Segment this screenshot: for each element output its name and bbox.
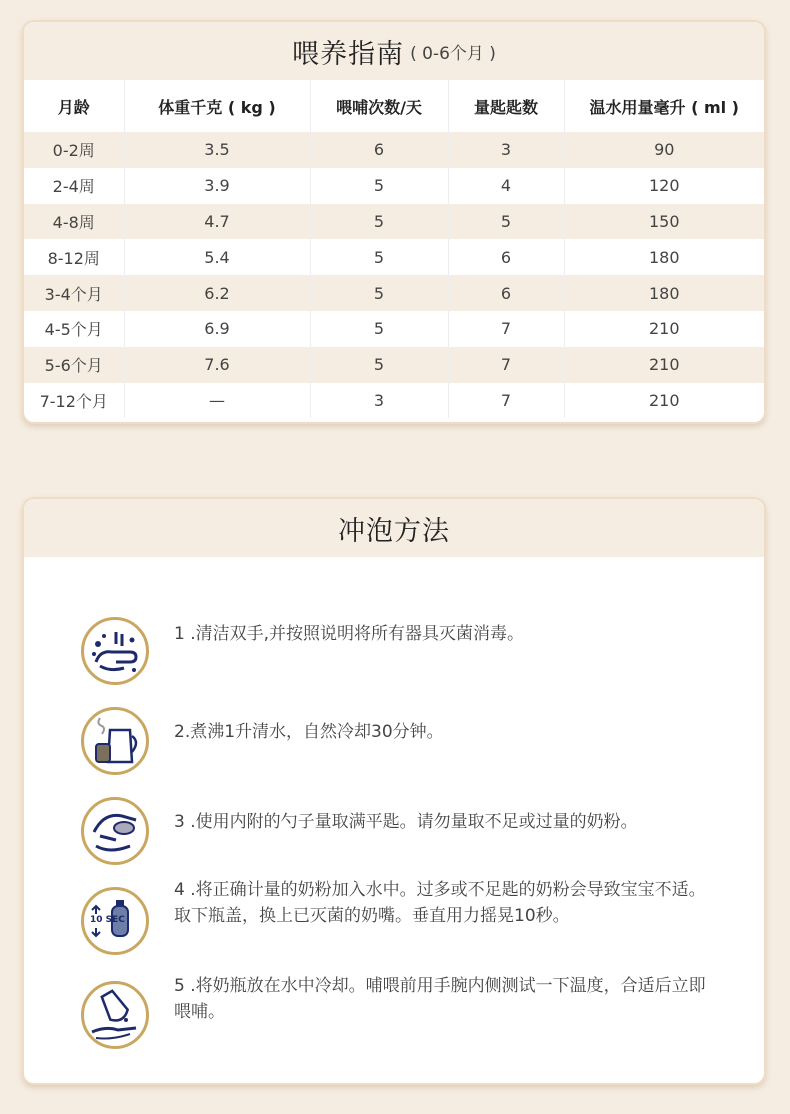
header-scoops: 量匙匙数 — [448, 80, 564, 132]
kettle-icon — [81, 707, 149, 775]
feeding-guide-card — [22, 20, 766, 424]
cell-feeds: 3 — [310, 383, 448, 419]
cell-water: 90 — [564, 132, 764, 168]
table-row — [24, 239, 764, 275]
feeding-table — [24, 80, 764, 418]
step-2-text: 2.煮沸1升清水，自然冷却30分钟。 — [174, 722, 444, 742]
feeding-guide-header — [24, 22, 764, 80]
cell-feeds: 5 — [310, 168, 448, 204]
cell-feeds: 5 — [310, 311, 448, 347]
cell-scoops: 7 — [448, 347, 564, 383]
cell-feeds: 6 — [310, 132, 448, 168]
cell-water: 150 — [564, 204, 764, 240]
step-5-text: 5 .将奶瓶放在水中冷却。哺喂前用手腕内侧测试一下温度，合适后立即喂哺。 — [174, 976, 706, 1022]
table-row — [24, 132, 764, 168]
cell-scoops: 6 — [448, 239, 564, 275]
cell-scoops: 7 — [448, 311, 564, 347]
method-title: 冲泡方法 — [338, 515, 450, 547]
shake-duration-badge: 10 SEC — [90, 915, 125, 925]
table-row — [24, 275, 764, 311]
table-row — [24, 311, 764, 347]
washing-hands-icon — [81, 617, 149, 685]
cell-weight: 6.9 — [124, 311, 310, 347]
cell-scoops: 4 — [448, 168, 564, 204]
cell-water: 180 — [564, 239, 764, 275]
feeding-guide-subtitle: ( 0-6个月 ) — [410, 43, 496, 64]
cell-age: 0-2周 — [24, 132, 124, 168]
test-temperature-icon — [81, 981, 149, 1049]
feeding-table-header-row — [24, 80, 764, 132]
step-4-text: 4 .将正确计量的奶粉加入水中。过多或不足匙的奶粉会导致宝宝不适。取下瓶盖，换上已灭菌的奶嘴。垂直用力摇晃10秒。 — [174, 880, 706, 926]
cell-water: 210 — [564, 347, 764, 383]
cell-scoops: 6 — [448, 275, 564, 311]
preparation-method-card — [22, 497, 766, 1085]
cell-age: 5-6个月 — [24, 347, 124, 383]
cell-scoops: 5 — [448, 204, 564, 240]
header-water-ml: 温水用量毫升 ( ml ) — [564, 80, 764, 132]
shake-bottle-icon — [81, 887, 149, 955]
cell-age: 2-4周 — [52, 177, 95, 197]
cell-age: 3-4个月 — [24, 275, 124, 311]
scoop-icon — [81, 797, 149, 865]
cell-water: 120 — [564, 168, 764, 204]
cell-water: 180 — [564, 275, 764, 311]
cell-weight: 3.5 — [124, 132, 310, 168]
cell-feeds: 5 — [310, 347, 448, 383]
header-weight: 体重千克 ( kg ) — [124, 80, 310, 132]
cell-age: 4-5个月 — [44, 320, 103, 340]
cell-age: 7-12个月 — [39, 391, 108, 411]
step-3-text: 3 .使用内附的勺子量取满平匙。请勿量取不足或过量的奶粉。 — [174, 812, 638, 832]
cell-scoops: 7 — [448, 383, 564, 419]
cell-weight: 7.6 — [124, 347, 310, 383]
feeding-guide-title: 喂养指南 — [292, 38, 405, 70]
table-row — [24, 347, 764, 383]
table-row — [24, 168, 764, 204]
cell-age: 4-8周 — [24, 204, 124, 240]
cell-scoops: 3 — [448, 132, 564, 168]
cell-water: 210 — [564, 383, 764, 419]
header-age: 月龄 — [57, 97, 90, 117]
cell-weight: 5.4 — [124, 239, 310, 275]
method-header — [24, 499, 764, 557]
cell-water: 210 — [564, 311, 764, 347]
header-feeds-per-day: 喂哺次数/天 — [310, 80, 448, 132]
cell-age: 8-12周 — [47, 248, 100, 268]
cell-weight: — — [124, 383, 310, 419]
cell-feeds: 5 — [310, 204, 448, 240]
cell-feeds: 5 — [310, 239, 448, 275]
table-row — [24, 383, 764, 419]
step-1-text: 1 .清洁双手,并按照说明将所有器具灭菌消毒。 — [174, 624, 525, 644]
cell-weight: 3.9 — [124, 168, 310, 204]
cell-weight: 4.7 — [124, 204, 310, 240]
cell-weight: 6.2 — [124, 275, 310, 311]
table-row — [24, 204, 764, 240]
cell-feeds: 5 — [310, 275, 448, 311]
